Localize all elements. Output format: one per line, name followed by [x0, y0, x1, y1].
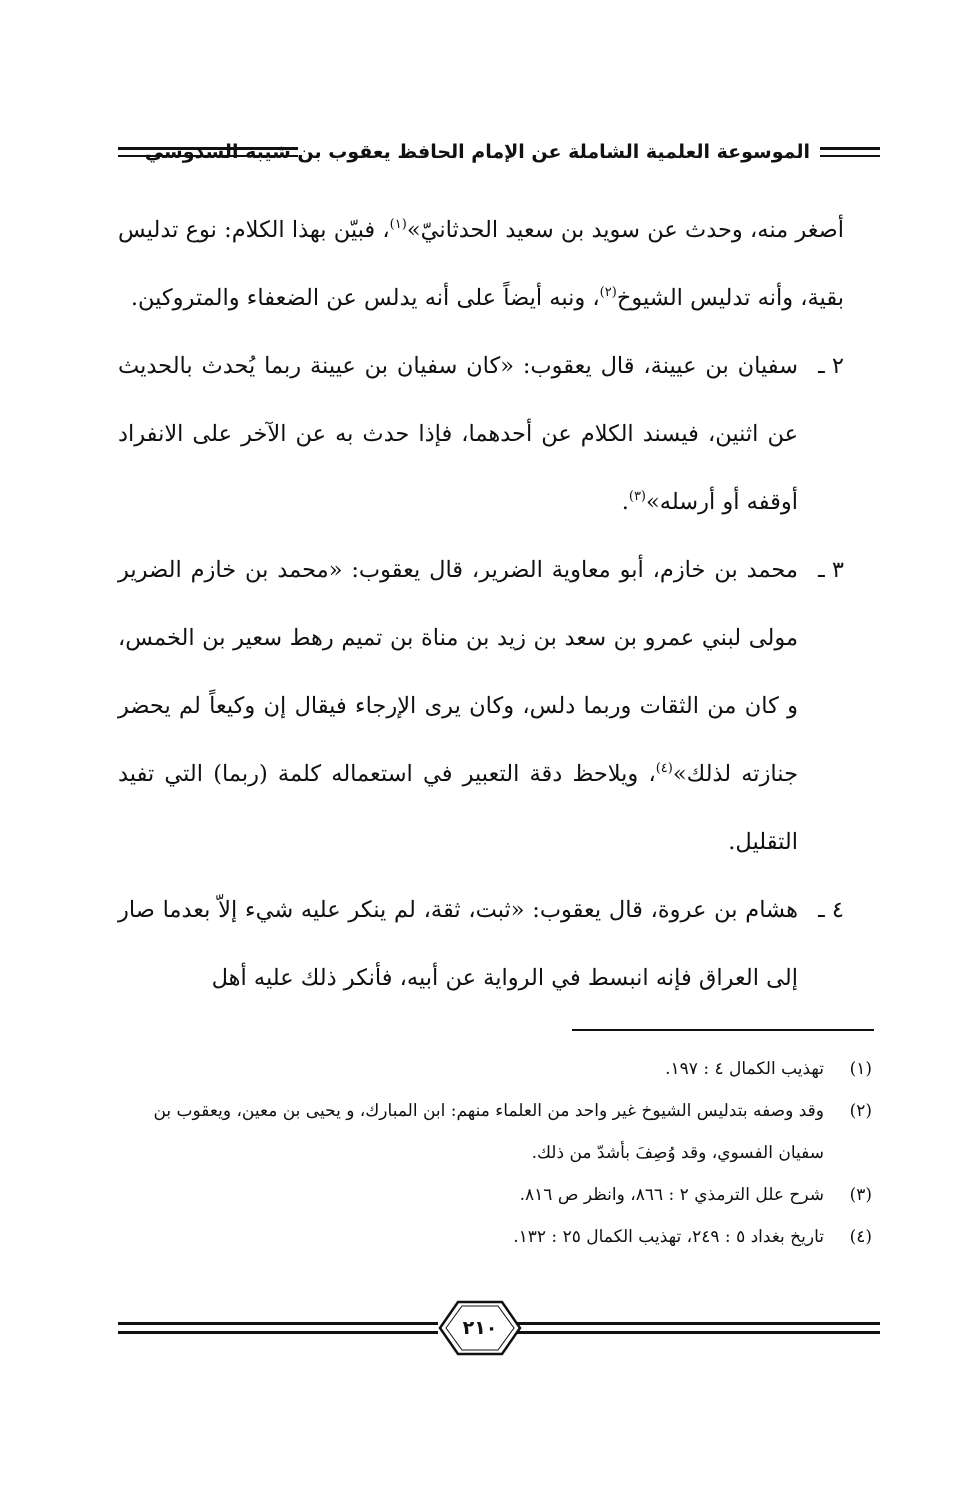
item-number: ٣ ـ [818, 557, 844, 583]
list-item [118, 536, 844, 876]
running-header [118, 132, 880, 172]
intro-text-3: ، ونبه أيضاً على أنه يدلس عن الضعفاء والمتروكين. [130, 285, 600, 311]
item-tail: . [621, 489, 629, 515]
footnote-text: شرح علل الترمذي ٢ : ٨٦٦، وانظر ص ٨١٦. [519, 1185, 824, 1205]
footnote [118, 1090, 880, 1174]
footnote-separator [572, 1029, 874, 1031]
footnote-ref-4: (٤) [655, 761, 673, 776]
intro-text-2: ، فبيّن بهذا الكلام: نوع تدليس بقية، وأنه تدليس الشيوخ [118, 217, 844, 311]
footnote-ref-1: (١) [389, 217, 407, 232]
footnote-text: وقد وصفه بتدليس الشيوخ غير واحد من العلماء منهم: ابن المبارك، و يحيى بن معين، ويعقوب بن سفيان الفسوي، وقد وُصِفَ بأشدّ من ذلك. [153, 1101, 824, 1163]
page-number-badge [436, 1300, 524, 1356]
footnote-number: (١) [849, 1059, 872, 1079]
footnote [118, 1216, 880, 1258]
list-item [118, 332, 844, 536]
footnote-number: (٣) [849, 1185, 872, 1205]
item-tail: ، ويلاحظ دقة التعبير في استعماله كلمة (ربما) التي تفيد التقليل. [118, 761, 798, 855]
item-number: ٤ ـ [818, 897, 844, 923]
item-text: سفيان بن عيينة، قال يعقوب: «كان سفيان بن عيينة ربما يُحدث بالحديث عن اثنين، فيسند الكلام عن أحدهما، فإذا حدث به عن الآخر على الانفراد أوقفه أو أرسله» [118, 353, 798, 515]
item-text: هشام بن عروة، قال يعقوب: «ثبت، ثقة، لم ينكر عليه شيء إلاّ بعدما صار إلى العراق فإنه انبسط في الرواية عن أبيه، فأنكر ذلك عليه أهل [118, 897, 798, 991]
item-number: ٢ ـ [818, 353, 844, 379]
running-header-title: الموسوعة العلمية الشاملة عن الإمام الحافظ يعقوب بن شيبة السدوسي [144, 141, 810, 163]
footnote-number: (٤) [849, 1227, 872, 1247]
main-text [118, 196, 844, 1012]
footer-rule-left [118, 1322, 438, 1334]
page-number: ٢١٠ [462, 1317, 498, 1339]
footnote-text: تاريخ بغداد ٥ : ٢٤٩، تهذيب الكمال ٢٥ : ١٣٢. [513, 1227, 824, 1247]
list-item [118, 876, 844, 1012]
intro-paragraph [118, 196, 844, 332]
item-text: محمد بن خازم، أبو معاوية الضرير، قال يعقوب: «محمد بن خازم الضرير مولى لبني عمرو بن سعد بن زيد بن مناة بن تميم رهط سعير بن الخمس، و كان من الثقات وربما دلس، وكان يرى الإرجاء فيقال إن وكيعاً لم يحضر جنازته لذلك» [118, 557, 798, 787]
intro-text-1: أصغر منه، وحدث عن سويد بن سعيد الحدثانيّ» [406, 217, 844, 243]
footnote-text: تهذيب الكمال ٤ : ١٩٧. [665, 1059, 824, 1079]
footer-rule-right [510, 1322, 880, 1334]
footnote [118, 1048, 880, 1090]
header-rule-right [820, 147, 880, 157]
footnote-ref-2: (٢) [599, 285, 617, 300]
footnote-ref-3: (٣) [628, 489, 646, 504]
footnote [118, 1174, 880, 1216]
page-footer [118, 1300, 880, 1356]
footnotes [118, 1048, 880, 1258]
footnote-number: (٢) [849, 1101, 872, 1121]
